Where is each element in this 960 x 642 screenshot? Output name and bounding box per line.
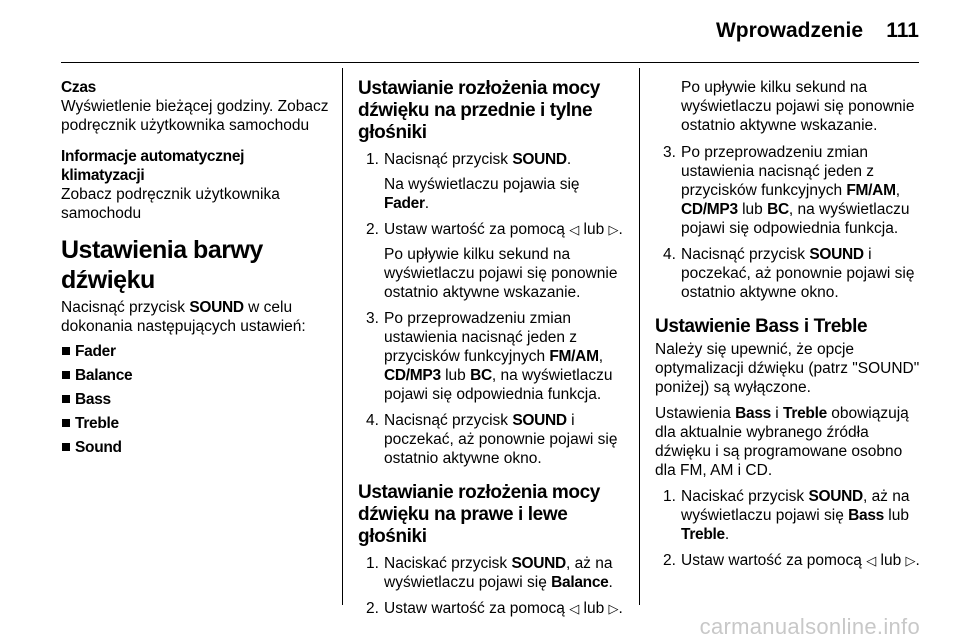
left-arrow-icon: ◁ <box>569 222 580 237</box>
barwa-intro: Nacisnąć przycisk SOUND w celu dokonania następujących ustawień: <box>61 299 306 335</box>
steps-list <box>358 150 628 468</box>
czas-section <box>61 78 331 135</box>
page-title: Wprowadzenie <box>715 19 863 42</box>
klima-text: Zobacz podręcznik użytkownika samochodu <box>61 186 280 222</box>
steps-list <box>358 554 628 618</box>
column-divider <box>342 68 343 605</box>
czas-heading: Czas <box>61 79 96 96</box>
list-item: 4. Nacisnąć przycisk SOUND i poczekać, aż ponownie pojawi się ostatnio aktywne okno. <box>663 246 915 301</box>
steps-list <box>655 143 925 302</box>
list-item: 1. Naciskać przycisk SOUND, aż na wyświetlaczu pojawi się Bass lub Treble. <box>663 488 910 543</box>
bullet-icon <box>62 347 70 355</box>
list-item: Treble <box>61 414 331 433</box>
section-heading: Ustawianie rozłożenia mocy dźwięku na przednie i tylne głośniki <box>358 78 600 143</box>
column-3 <box>655 78 925 577</box>
continued-text: Po upływie kilku sekund na wyświetlaczu pojawi się ponownie ostatnio aktywne wskazanie. <box>681 79 915 134</box>
watermark: carmanualsonline.info <box>699 614 920 639</box>
left-arrow-icon: ◁ <box>569 601 580 616</box>
list-item: Fader <box>61 342 331 361</box>
bullet-icon <box>62 371 70 379</box>
description-text: Ustawienia Bass i Treble obowiązują dla aktualnie wybranego źródła dźwięku i są programowane osobno dla FM, AM i CD. <box>655 405 909 479</box>
list-item: 2. Ustaw wartość za pomocą ◁ lub ▷. Po upływie kilku sekund na wyświetlaczu pojawi się ponownie ostatnio aktywne wskazanie. <box>366 221 623 301</box>
right-arrow-icon: ▷ <box>608 222 619 237</box>
note-text: Należy się upewnić, że opcje optymalizacji dźwięku (patrz "SOUND" poniżej) są wyłączone. <box>655 341 920 396</box>
list-item: 3. Po przeprowadzeniu zmian ustawienia nacisnąć jeden z przycisków funkcyjnych FM/AM, CD/MP3 lub BC, na wyświetlaczu pojawi się odpowiednia funkcja. <box>366 310 613 403</box>
list-item: Bass <box>61 390 331 409</box>
list-item: 2. Ustaw wartość za pomocą ◁ lub ▷. <box>663 552 920 569</box>
column-1 <box>61 78 331 462</box>
czas-text: Wyświetlenie bieżącej godziny. Zobacz podręcznik użytkownika samochodu <box>61 98 329 134</box>
list-item: 2. Ustaw wartość za pomocą ◁ lub ▷. <box>366 600 623 617</box>
bullet-icon <box>62 419 70 427</box>
klima-section <box>61 147 331 223</box>
list-item: 1. Nacisnąć przycisk SOUND. Na wyświetlaczu pojawia się Fader. <box>366 151 580 212</box>
list-item: Balance <box>61 366 331 385</box>
section-heading: Ustawianie rozłożenia mocy dźwięku na prawe i lewe głośniki <box>358 482 600 547</box>
steps-list <box>655 487 925 570</box>
section-heading: Ustawienie Bass i Treble <box>655 316 868 337</box>
page-header <box>61 0 919 63</box>
bullet-icon <box>62 395 70 403</box>
left-arrow-icon: ◁ <box>866 553 877 568</box>
klima-heading: Informacje automatycznej klimatyzacji <box>61 148 245 184</box>
list-item: 3. Po przeprowadzeniu zmian ustawienia nacisnąć jeden z przycisków funkcyjnych FM/AM, CD/MP3 lub BC, na wyświetlaczu pojawi się odpowiednia funkcja. <box>663 144 910 237</box>
section-heading: Ustawienia barwy dźwięku <box>61 236 263 294</box>
list-item: 4. Nacisnąć przycisk SOUND i poczekać, aż ponownie pojawi się ostatnio aktywne okno. <box>366 412 618 467</box>
column-2 <box>358 78 628 625</box>
right-arrow-icon: ▷ <box>608 601 619 616</box>
list-item: Sound <box>61 438 331 457</box>
settings-list <box>61 342 331 457</box>
page-number: 111 <box>886 19 919 42</box>
column-divider <box>639 68 640 605</box>
bullet-icon <box>62 443 70 451</box>
right-arrow-icon: ▷ <box>905 553 916 568</box>
list-item: 1. Naciskać przycisk SOUND, aż na wyświetlaczu pojawi się Balance. <box>366 555 613 591</box>
